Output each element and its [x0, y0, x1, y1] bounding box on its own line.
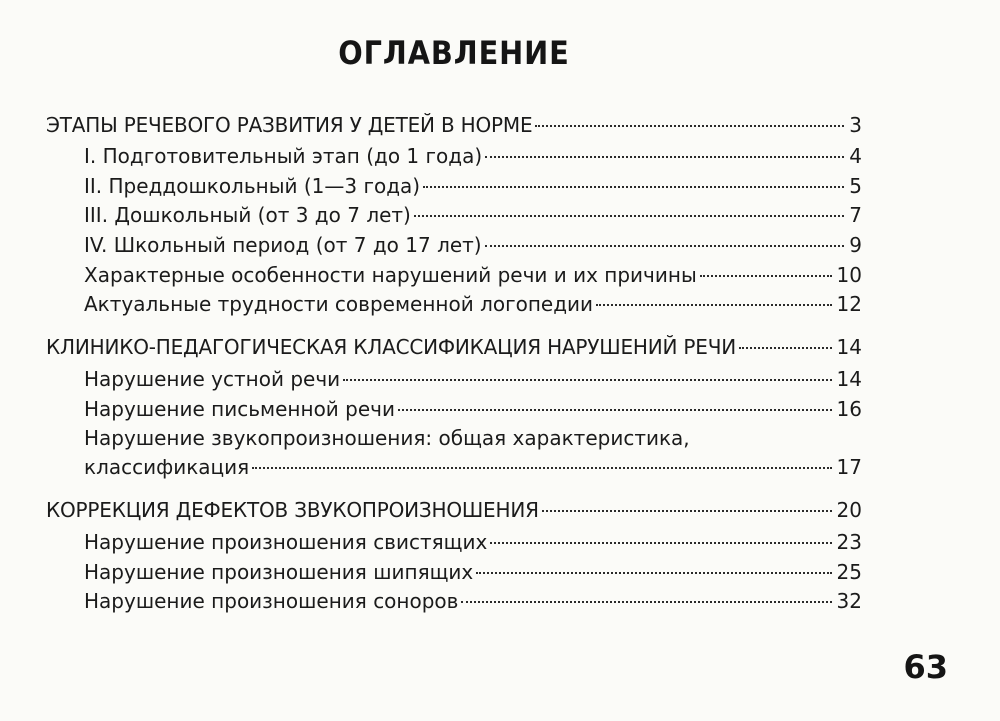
toc-entry-title: КЛИНИКО-ПЕДАГОГИЧЕСКАЯ КЛАССИФИКАЦИЯ НАРУШЕНИЙ РЕЧИ — [46, 335, 736, 359]
toc-entry-page: 12 — [836, 292, 862, 316]
toc-section-entry[interactable] — [46, 334, 862, 360]
toc-entry-title: IV. Школьный период (от 7 до 17 лет) — [84, 233, 482, 257]
toc-section-entry[interactable] — [46, 497, 862, 523]
dot-leader — [542, 510, 832, 512]
dot-leader — [476, 572, 831, 574]
toc-entry-title: Нарушение произношения соноров — [84, 589, 459, 613]
toc-entry-title: Нарушение письменной речи — [84, 397, 395, 421]
toc-entry-page: 4 — [849, 144, 862, 168]
toc-entry-title: Характерные особенности нарушений речи и их причины — [84, 263, 697, 287]
toc-subentry[interactable] — [84, 559, 862, 585]
toc-subentry[interactable] — [84, 366, 862, 392]
toc-entry-title: Нарушение произношения шипящих — [84, 560, 474, 584]
dot-leader — [485, 156, 844, 158]
dot-leader — [414, 215, 844, 217]
dot-leader — [596, 304, 831, 306]
toc-entry-page: 14 — [836, 367, 862, 391]
dot-leader — [423, 186, 844, 188]
dot-leader — [739, 347, 832, 349]
toc-subentry[interactable] — [84, 529, 862, 555]
toc-subentry[interactable] — [84, 454, 862, 480]
toc-entry-page: 9 — [849, 233, 862, 257]
toc-section-entry[interactable] — [46, 112, 862, 138]
dot-leader — [252, 467, 831, 469]
toc-entry-page: 10 — [836, 263, 862, 287]
dot-leader — [398, 409, 832, 411]
dot-leader — [485, 245, 845, 247]
toc-subentry[interactable] — [84, 588, 862, 614]
dot-leader — [343, 379, 831, 381]
page-title: ОГЛАВЛЕНИЕ — [338, 34, 570, 72]
toc-entry-page: 7 — [849, 203, 862, 227]
toc-entry-title-line1[interactable]: Нарушение звукопроизношения: общая характеристика, — [84, 426, 690, 450]
toc-entry-page: 20 — [836, 498, 862, 522]
toc-entry-page: 25 — [836, 560, 862, 584]
toc-subentry[interactable] — [84, 396, 862, 422]
toc-subentry[interactable] — [84, 173, 862, 199]
toc-subentry[interactable] — [84, 202, 862, 228]
toc-entry-title: III. Дошкольный (от 3 до 7 лет) — [84, 203, 411, 227]
dot-leader — [461, 601, 831, 603]
toc-entry-title: I. Подготовительный этап (до 1 года) — [84, 144, 483, 168]
toc-subentry[interactable] — [84, 143, 862, 169]
toc-entry-page: 17 — [836, 455, 862, 479]
toc-entry-page: 32 — [836, 589, 862, 613]
dot-leader — [535, 125, 844, 127]
toc-entry-title: классификация — [84, 455, 250, 479]
toc-subentry[interactable] — [84, 262, 862, 288]
toc-subentry[interactable] — [84, 232, 862, 258]
toc-entry-page: 23 — [836, 530, 862, 554]
toc-subentry[interactable] — [84, 291, 862, 317]
dot-leader — [700, 275, 832, 277]
toc-entry-page: 14 — [836, 335, 862, 359]
toc-entry-title: Нарушение устной речи — [84, 367, 341, 391]
toc-entry-title: КОРРЕКЦИЯ ДЕФЕКТОВ ЗВУКОПРОИЗНОШЕНИЯ — [46, 498, 539, 522]
toc-entry-page: 3 — [849, 113, 862, 137]
dot-leader — [490, 542, 831, 544]
toc-entry-page: 5 — [849, 174, 862, 198]
page-number: 63 — [903, 648, 948, 686]
toc-entry-title: Нарушение произношения свистящих — [84, 530, 488, 554]
toc-entry-title: II. Преддошкольный (1—3 года) — [84, 174, 421, 198]
toc-entry-title: Актуальные трудности современной логопедии — [84, 292, 594, 316]
toc-entry-page: 16 — [836, 397, 862, 421]
toc-entry-title: ЭТАПЫ РЕЧЕВОГО РАЗВИТИЯ У ДЕТЕЙ В НОРМЕ — [46, 113, 533, 137]
